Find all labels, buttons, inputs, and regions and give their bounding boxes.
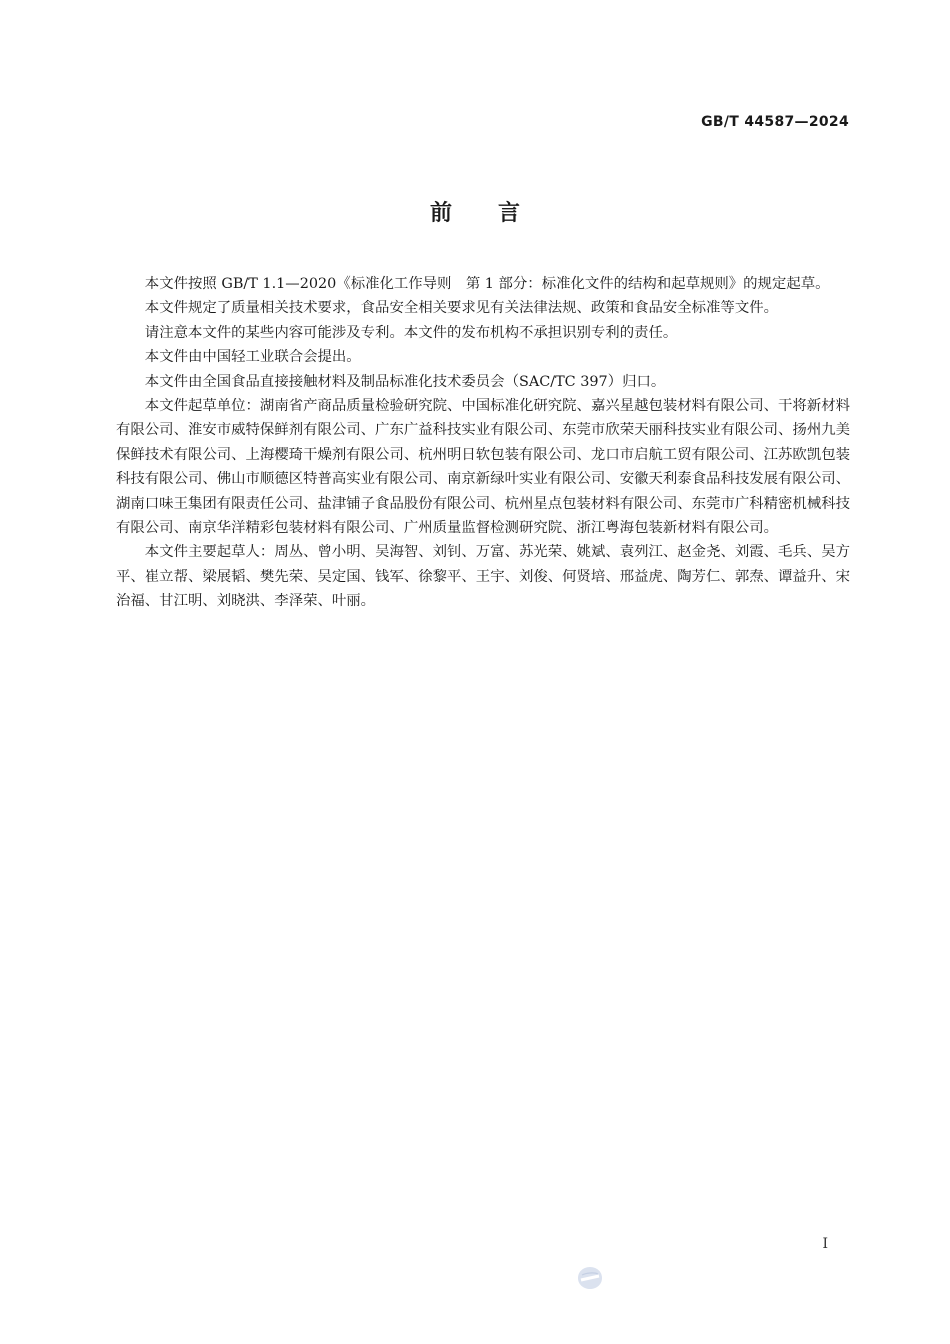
paragraph-scope-note: 本文件规定了质量相关技术要求，食品安全相关要求见有关法律法规、政策和食品安全标准等文件。 [144, 300, 778, 317]
sac-logo-icon [576, 1266, 604, 1290]
page-title [0, 196, 950, 227]
paragraph-proposed-by: 本文件由中国轻工业联合会提出。 [144, 349, 361, 366]
paragraph-drafting-organizations: 本文件起草单位：湖南省产商品质量检验研究院、中国标准化研究院、嘉兴星越包装材料有限公司、干将新材料有限公司、淮安市威特保鲜剂有限公司、广东广益科技实业有限公司、东莞市欣荣天丽科技实业有限公司、扬州九美保鲜技术有限公司、上海樱琦干燥剂有限公司、杭州明日软包装有限公司、龙口市启航工贸有限公司、江苏欧凯包装科技有限公司、佛山市顺德区特普高实业有限公司、南京新绿叶实业有限公司、安徽天利泰食品科技发展有限公司、湖南口味王集团有限责任公司、盐津铺子食品股份有限公司、杭州星点包装材料有限公司、东莞市广科精密机械科技有限公司、南京华洋精彩包装材料有限公司、广州质量监督检测研究院、浙江粤海包装新材料有限公司。 [116, 398, 850, 537]
paragraph-drafting-rule: 本文件按照 GB/T 1.1—2020《标准化工作导则 第 1 部分：标准化文件的结构和起草规则》的规定起草。 [144, 276, 830, 292]
paragraph-technical-committee: 本文件由全国食品直接接触材料及制品标准化技术委员会（SAC/TC 397）归口。 [144, 373, 666, 390]
title-char-2: 言 [498, 201, 521, 226]
page-number: I [822, 1236, 828, 1252]
paragraph-main-drafters: 本文件主要起草人：周丛、曾小明、吴海智、刘钊、万富、苏光荣、姚斌、袁列江、赵金尧、刘霞、毛兵、吴方平、崔立帮、梁展韬、樊先荣、吴定国、钱军、徐黎平、王宇、刘俊、何贤培、邢益虎、陶芳仁、郭焘、谭益升、宋治福、甘江明、刘晓洪、李泽荣、叶丽。 [116, 544, 850, 610]
paragraph-patent-notice: 请注意本文件的某些内容可能涉及专利。本文件的发布机构不承担识别专利的责任。 [144, 324, 678, 341]
foreword-body [116, 272, 850, 614]
standard-number: GB/T 44587—2024 [701, 114, 849, 130]
title-char-1: 前 [429, 201, 452, 226]
